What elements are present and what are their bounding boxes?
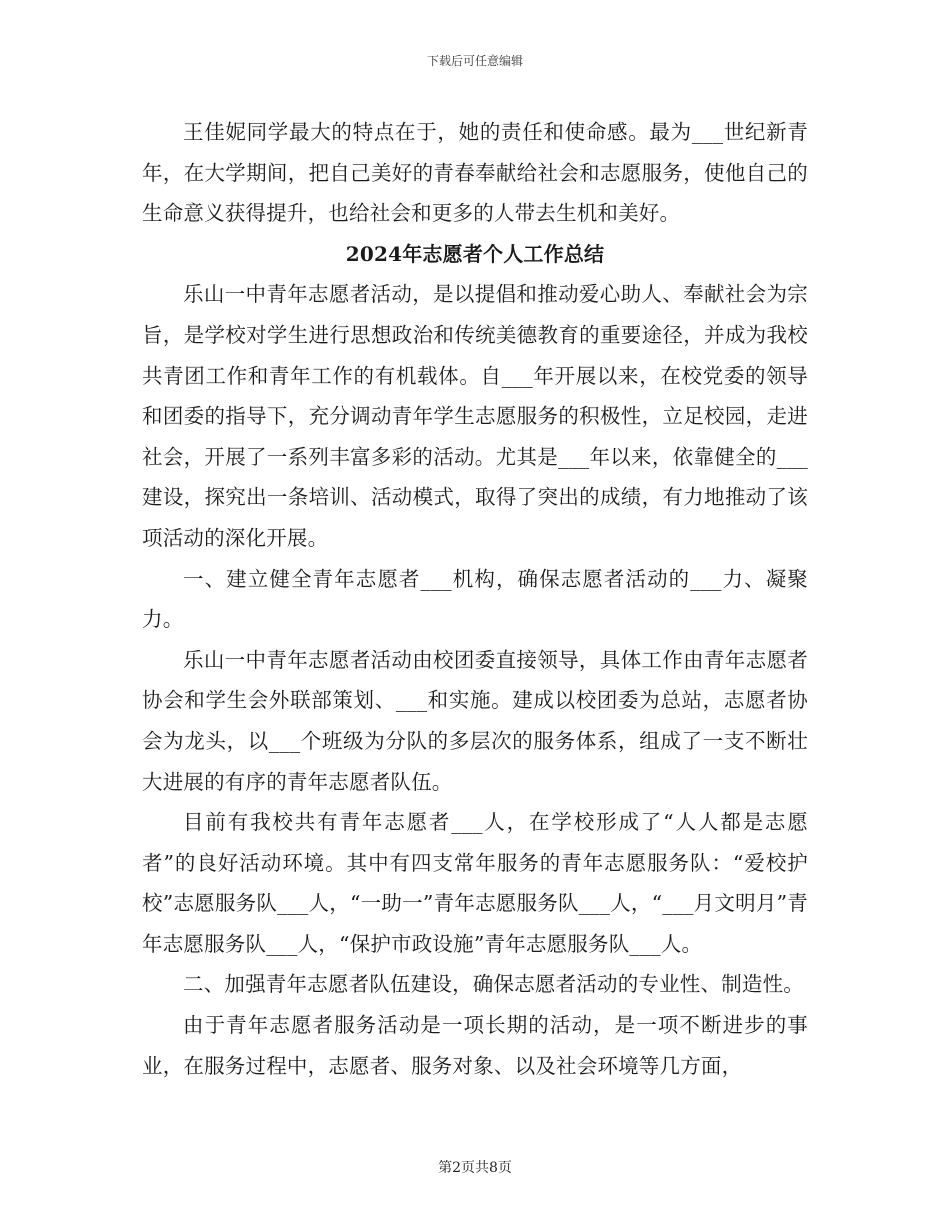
page-header-note: 下载后可任意编辑	[426, 54, 523, 68]
section-title: 2024年志愿者个人工作总结	[345, 241, 605, 266]
document-body	[142, 112, 808, 1086]
paragraph-7: 由于青年志愿者服务活动是一项长期的活动，是一项不断进步的事业，在服务过程中，志愿者、服务对象、以及社会环境等几方面，	[142, 1013, 808, 1078]
paragraph-4: 乐山一中青年志愿者活动由校团委直接领导，具体工作由青年志愿者协会和学生会外联部策划、___和实施。建成以校团委为总站，志愿者协会为龙头，以___个班级为分队的多层次的服务体系，组成了一支不断壮大进展的有序的青年志愿者队伍。	[142, 647, 808, 794]
paragraph-1: 王佳妮同学最大的特点在于，她的责任和使命感。最为___世纪新青年，在大学期间，把自己美好的青春奉献给社会和志愿服务，使他自己的生命意义获得提升，也给社会和更多的人带去生机和美好。	[142, 120, 808, 226]
paragraph-3: 一、建立健全青年志愿者___机构，确保志愿者活动的___力、凝聚力。	[142, 566, 808, 632]
paragraph-2: 乐山一中青年志愿者活动，是以提倡和推动爱心助人、奉献社会为宗旨，是学校对学生进行思想政治和传统美德教育的重要途径，并成为我校共青团工作和青年工作的有机载体。自___年开展以来，在校党委的领导和团委的指导下，充分调动青年学生志愿服务的积极性，立足校园，走进社会，开展了一系列丰富多彩的活动。尤其是___年以来，依靠健全的___建设，探究出一条培训、活动模式，取得了突出的成绩，有力地推动了该项活动的深化开展。	[142, 282, 808, 550]
page-footer-number: 第2页共8页	[438, 1160, 512, 1176]
paragraph-5: 目前有我校共有青年志愿者___人，在学校形成了“人人都是志愿者”的良好活动环境。其中有四支常年服务的青年志愿服务队：“爱校护校”志愿服务队___人，“一助一”青年志愿服务队___人，“___月文明月”青年志愿服务队___人，“保护市政设施”青年志愿服务队___人。	[142, 810, 808, 956]
paragraph-6: 二、加强青年志愿者队伍建设，确保志愿者活动的专业性、制造性。	[183, 972, 804, 997]
